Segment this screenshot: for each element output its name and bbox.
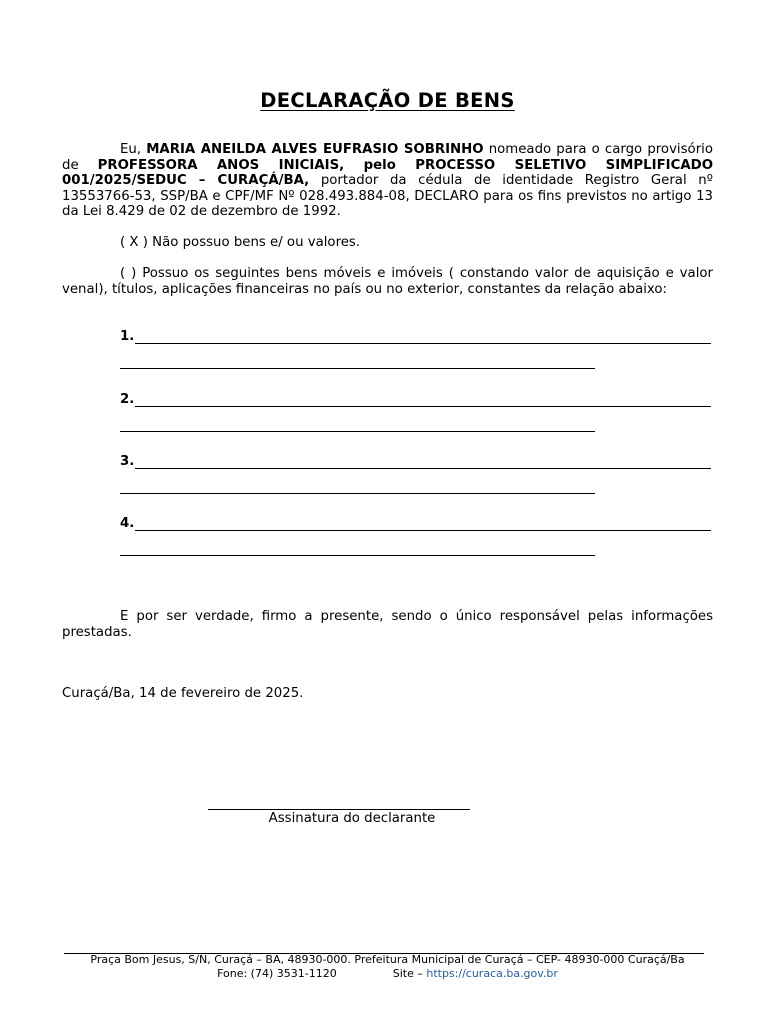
blank-line [120,468,711,469]
blank-line [120,406,711,407]
blank-line [120,431,595,432]
option-has-assets-paragraph [62,266,713,297]
item-number: 4. [120,516,135,531]
intro-paragraph [62,142,713,220]
intro-text-3: portador da cédula de identidade Registro Geral nº 13553766-53, SSP/BA e CPF/MF Nº 028.493.884-08, DECLARO para os fins previstos no artigo 13 da Lei 8.429 de 02 de dezembro de 1992. [62,173,713,220]
blank-line [120,493,595,494]
place-date: Curaçá/Ba, 14 de fevereiro de 2025. [62,686,304,701]
footer-site-link[interactable]: https://curaca.ba.gov.br [426,967,558,980]
intro-text-1: Eu, [120,142,142,157]
footer-address: Praça Bom Jesus, S/N, Curaçá – BA, 48930-000. Prefeitura Municipal de Curaçá – CEP- 48930-000 Curaçá/Ba [90,953,685,966]
blank-line [120,343,711,344]
role-description: PROFESSORA ANOS INICIAIS, pelo PROCESSO SELETIVO SIMPLIFICADO 001/2025/SEDUC – CURAÇÁ/BA, [62,157,713,189]
document-page [62,0,713,1024]
option-has-assets: ( ) Possuo os seguintes bens móveis e imóveis ( constando valor de aquisição e valor venal), títulos, aplicações financeiras no país ou no exterior, constantes da relação abaixo: [62,266,713,297]
footer-phone: Fone: (74) 3531-1120 [217,967,337,980]
closing-paragraph [62,609,713,640]
item-number: 2. [120,392,135,407]
intro-text-2: nomeado para o cargo provisório de [62,142,713,173]
blank-line [120,530,711,531]
signature-label: Assinatura do declarante [268,811,436,826]
footer-site-label: Site – [392,967,427,980]
item-number: 3. [120,454,135,469]
blank-line [120,368,595,369]
signature-line [208,809,470,810]
page-title: DECLARAÇÃO DE BENS [260,89,515,112]
item-number: 1. [120,329,135,344]
footer-contact [62,967,713,981]
blank-line [120,555,595,556]
declarant-name: MARIA ANEILDA ALVES EUFRASIO SOBRINHO [146,142,484,157]
option-no-assets: ( X ) Não possuo bens e/ ou valores. [120,235,361,250]
footer [62,953,713,981]
closing-text: E por ser verdade, firmo a presente, sendo o único responsável pelas informações prestadas. [62,609,713,640]
